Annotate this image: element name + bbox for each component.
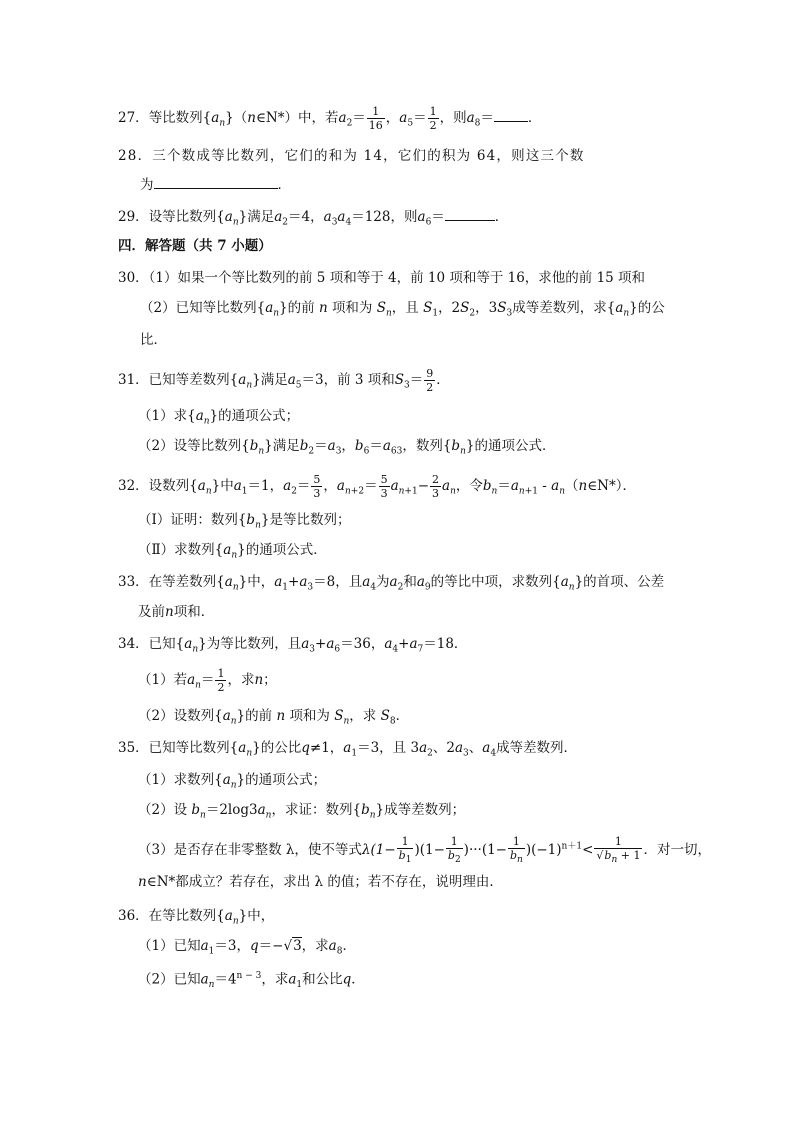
fraction-2-3: $\frac{2}{3}$ [432, 473, 440, 500]
question-32-part-2: （Ⅱ）求数列$\{a_n\}$的通项公式． [138, 542, 327, 561]
question-31-part-1: （1）求$\{a_n\}$的通项公式； [138, 408, 300, 427]
question-28-line-2: 为 ． [140, 174, 291, 195]
fraction-5-3: $\frac{5}{3}$ [313, 473, 321, 500]
answer-blank[interactable] [154, 174, 278, 189]
fraction-1-2: $\frac{1}{2}$ [429, 105, 437, 132]
question-36-part-2: （2）已知$a_n=4^{n - 3}$，求$a_1$和公比q． [138, 971, 365, 991]
answer-blank[interactable] [445, 206, 495, 221]
fraction-1-16: $\frac{1}{16}$ [368, 105, 383, 132]
question-33-line-2: 及前n项和． [138, 604, 215, 620]
question-36: 36．在等比数列$\{a_n\}$中， [118, 908, 275, 927]
fraction-5-3: $\frac{5}{3}$ [380, 473, 388, 500]
question-33-line-1: 33．在等差数列$\{a_n\}$中，$a_1+a_3=8$，且$a_4$为$a_2$和$a_9$的等比中项，求数列$\{a_n\}$的首项、公差 [118, 574, 665, 593]
question-36-part-1: （1）已知$a_1=3$，q＝−√3，求$a_8$． [138, 938, 356, 957]
fraction-1-2: $\frac{1}{2}$ [217, 667, 225, 694]
question-34: 34．已知$\{a_n\}$为等比数列，且$a_3+a_6=36$，$a_4+a_7=18$． [118, 636, 468, 655]
question-29: 29．设等比数列$\{a_n\}$满足$a_2=4$，$a_3a_4=128$，则$a_6=$ ． [118, 206, 508, 233]
question-28-line-1: 28．三个数成等比数列，它们的和为 14，它们的积为 64，则这三个数 [118, 148, 585, 164]
question-31: 31．已知等差数列$\{a_n\}$满足$a_5=3$，前 3 项和$S_3=$ $\frac{9}{2}$ ． [118, 367, 450, 394]
section-heading: 四．解答题（共 7 小题） [118, 238, 272, 254]
question-31-part-2: （2）设等比数列$\{b_n\}$满足$b_2=a_3$，$b_6=a_{63}$，数列$\{b_n\}$的通项公式． [138, 438, 556, 457]
question-34-part-2: （2）设数列$\{a_n\}$的前 n 项和为 $S_n$，求 $S_8$． [138, 708, 410, 727]
question-30-line-2: （2）已知等比数列$\{a_n\}$的前 n 项和为 $S_n$，且 $S_1$，$2S_2$，$3S_3$成等差数列，求$\{a_n\}$的公 [140, 300, 665, 319]
question-30-line-3: 比． [140, 332, 167, 348]
fraction-9-2: $\frac{9}{2}$ [426, 367, 434, 394]
question-27: 27．等比数列$\{a_n\}(n\in N*)$中，若$a_2=$ $\frac{1}{16}$ ，$a_5=$ $\frac{1}{2}$ ，则$a_8=$ ． [118, 105, 542, 132]
question-35-part-1: （1）求数列$\{a_n\}$的通项公式； [138, 772, 327, 791]
question-35-part-2: （2）设 $b_n=2\log 3a_n$，求证：数列$\{b_n\}$成等差数列； [138, 802, 466, 821]
question-32: 32．设数列$\{a_n\}$中$a_1=1$，$a_2=$ $\frac{5}{3}$ ，$a_{n+2}=$ $\frac{5}{3}$ $a_{n+1}-$ $\frac{2}{3}$ $a_n$，令$b_n=a_{n+1}$ - $a_n(n\in N*)$． [118, 473, 636, 500]
question-35: 35．已知等比数列$\{a_n\}$的公比q≠1，$a_1=3$，且 $3a_2$、$2a_3$、$a_4$成等差数列． [118, 740, 578, 759]
question-35-part-3: （3）是否存在非零整数 λ，使不等式λ(1− $\frac{1}{b_1}$ )(1− $\frac{1}{b_2}$ )···(1− $\frac{1}{b_n}$ )$(-1)^{n+1}<$ $\frac{1}{√b_n + 1}$ ．对一切， [138, 835, 711, 866]
question-32-part-1: （Ⅰ）证明：数列$\{b_n\}$是等比数列； [138, 512, 351, 531]
answer-blank[interactable] [494, 107, 528, 122]
question-34-part-1: （1）若$a_n=$ $\frac{1}{2}$ ，求n； [138, 667, 277, 694]
question-35-part-3-cont: n∈N*都成立？若存在，求出 λ 的值；若不存在，说明理由． [138, 874, 503, 890]
question-30-line-1: 30．（1）如果一个等比数列的前 5 项和等于 4，前 10 项和等于 16，求他的前 15 项和 [118, 270, 646, 286]
fraction-inverse-sqrt: $\frac{1}{√b_n + 1}$ [596, 835, 641, 866]
